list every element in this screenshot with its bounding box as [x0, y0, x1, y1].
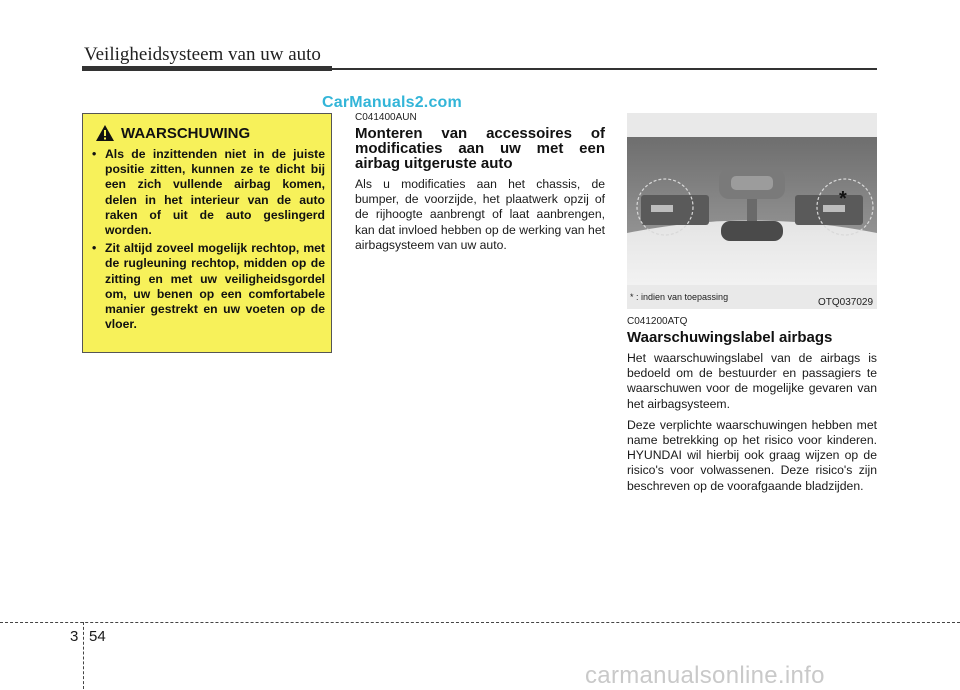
- figure-asterisk: *: [839, 188, 847, 210]
- footer-rule: [0, 622, 960, 623]
- header-rule-thick: [82, 66, 332, 71]
- footer-vertical-rule: [83, 622, 84, 689]
- warning-triangle-icon: [95, 124, 115, 142]
- figure-code: OTQ037029: [818, 297, 874, 308]
- warning-box: [82, 113, 332, 353]
- header-rule-thin: [332, 68, 877, 70]
- warning-item: • Als de inzittenden niet in de juiste positie zitten, kunnen ze te dicht bij een zich vullende airbag komen, delen in het interieur van de auto raken of uit de auto geslingerd worden.: [91, 147, 325, 238]
- section-warning-label: [627, 316, 877, 494]
- chapter-number: 3: [70, 628, 79, 645]
- figure-note: * : indien van toepassing: [630, 292, 729, 302]
- section-code: C041200ATQ: [627, 316, 688, 327]
- watermark-bottom: carmanualsonline.info: [585, 662, 825, 689]
- warning-list: [91, 147, 325, 335]
- section-paragraph: Deze verplichte waarschuwingen hebben met name betrekking op het risico voor kinderen. HYUNDAI wil hierbij ook graag wijzen op de risico's voor volwassenen. Deze risico's zijn beschreven op de voorafgaande bladzijden.: [627, 417, 877, 493]
- section-title: Monteren van accessoires of modificaties aan uw met een airbag uitgeruste auto: [355, 125, 605, 172]
- warning-title: WAARSCHUWING: [121, 124, 251, 142]
- section-code: C041400AUN: [355, 112, 417, 123]
- section-accessories: [355, 112, 605, 253]
- section-body: Als u modificaties aan het chassis, de bumper, de voorzijde, het plaatwerk opzij of de rijhoogte aanbrengt of laat aanbrengen, kan dat invloed hebben op de werking van het airbagsysteem van uw auto.: [355, 177, 605, 252]
- header-title: Veiligheidsysteem van uw auto: [84, 44, 321, 65]
- section-title: Waarschuwingslabel airbags: [627, 329, 833, 346]
- airbag-label-figure: [627, 113, 877, 309]
- page-number: 54: [89, 628, 106, 645]
- section-paragraph: Het waarschuwingslabel van de airbags is bedoeld om de bestuurder en passagiers te waarschuwen voor de mogelijke gevaren van het airbagsysteem.: [627, 351, 877, 411]
- watermark-top: CarManuals2.com: [322, 94, 462, 111]
- headliner-illustration: [627, 113, 877, 309]
- warning-header: [95, 124, 250, 142]
- warning-item: • Zit altijd zoveel mogelijk rechtop, met de rugleuning rechtop, midden op de zitting en met uw veiligheidsgordel om, uw benen op een comfortabele manier gestrekt en uw voeten op de vloer.: [91, 241, 325, 332]
